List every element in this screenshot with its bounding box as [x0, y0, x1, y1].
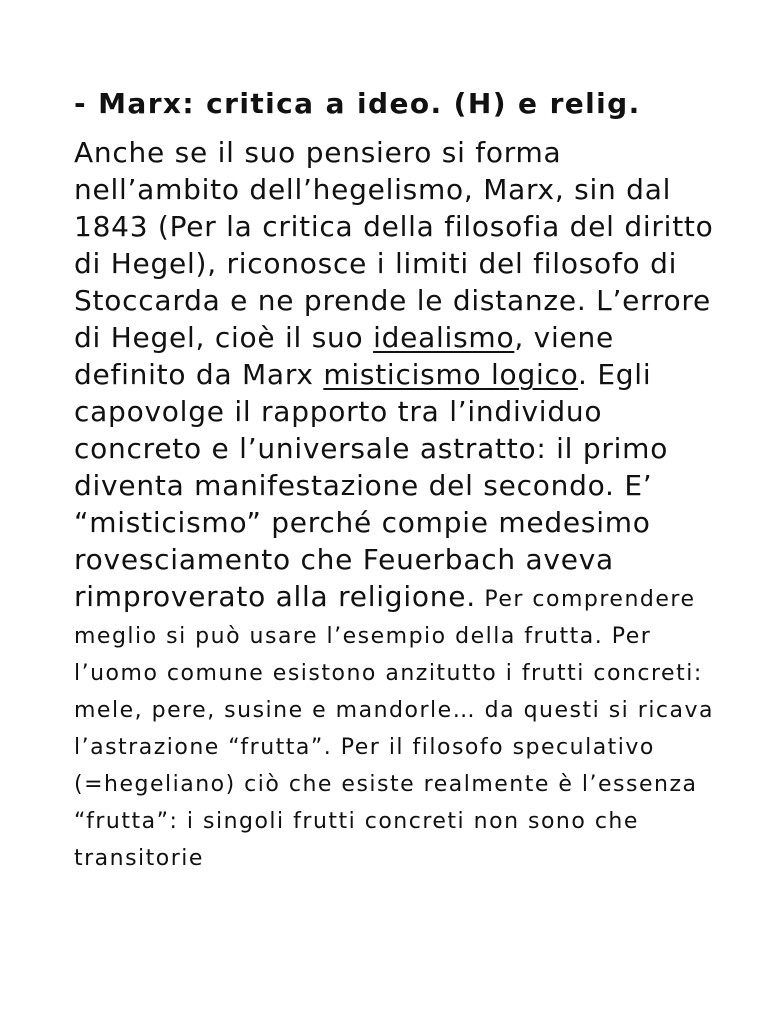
paragraph-text-3: . Egli capovolge il rapporto tra l’individuo concreto e l’universale astratto: il primo diventa manifestazione del secondo. E’ “misticismo” perché compie medesimo rovesciamento che Feuerbach aveva rimproverato alla religione.: [74, 358, 669, 613]
document-page: [74, 84, 714, 874]
body-paragraph: [74, 134, 714, 874]
paragraph-example-text: Per comprendere meglio si può usare l’esempio della frutta. Per l’uomo comune esistono anzitutto i frutti concreti: mele, pere, susine e mandorle… da questi si ricava l’astrazione “frutta”. Per il filosofo speculativo (=hegeliano) ciò che esiste realmente è l’essenza “frutta”: i singoli frutti concreti non sono che transitorie: [74, 587, 715, 871]
paragraph-text-2: , viene definito da Marx: [74, 321, 614, 391]
section-heading: - Marx: critica a ideo. (H) e relig.: [74, 87, 641, 120]
underlined-term-idealismo: idealismo: [373, 321, 515, 354]
underlined-term-misticismo-logico: misticismo logico: [323, 358, 579, 391]
paragraph-text-1: Anche se il suo pensiero si forma nell’ambito dell’hegelismo, Marx, sin dal 1843 (Per la critica della filosofia del diritto di Hegel), riconosce i limiti del filosofo di Stoccarda e ne prende le distanze. L’errore di Hegel, cioè il suo: [74, 136, 714, 354]
